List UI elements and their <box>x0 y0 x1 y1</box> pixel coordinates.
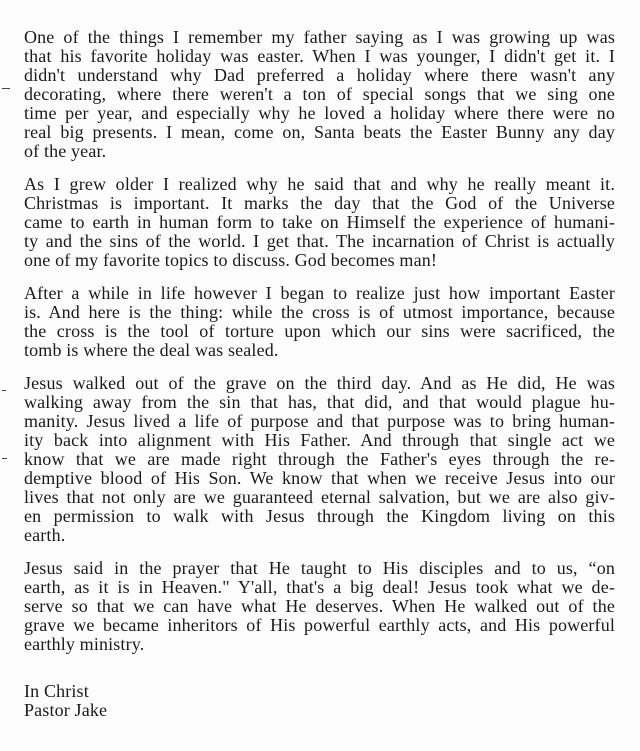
text-line: After a while in life however I began to realize just how important Easter <box>24 283 615 303</box>
text-line: ity back into alignment with His Father. And through that single act we <box>24 430 615 450</box>
text-line: en permission to walk with Jesus through the Kingdom living on this <box>24 506 615 526</box>
text-line: One of the things I remember my father saying as I was growing up was <box>24 27 615 47</box>
signer-name: Pastor Jake <box>24 700 108 720</box>
text-line: demptive blood of His Son. We know that when we receive Jesus into our <box>24 468 615 488</box>
closing: In Christ <box>24 681 89 701</box>
text-line: lives that not only are we guaranteed eternal salvation, but we are also giv- <box>24 487 615 507</box>
text-line: is. And here is the thing: while the cross is of utmost importance, because <box>24 302 615 322</box>
text-line: real big presents. I mean, come on, Santa beats the Easter Bunny any day <box>24 122 615 142</box>
text-line: Jesus said in the prayer that He taught to His disciples and to us, “on <box>24 558 615 578</box>
paragraph <box>24 559 615 654</box>
text-line: Jesus walked out of the grave on the third day. And as He did, He was <box>24 373 615 393</box>
letter-body <box>24 28 615 668</box>
margin-mark <box>2 88 10 89</box>
text-line: Christmas is important. It marks the day that the God of the Universe <box>24 193 615 213</box>
text-line: earthly ministry. <box>24 634 145 654</box>
text-line: that his favorite holiday was easter. When I was younger, I didn't get it. I <box>24 46 615 66</box>
text-line: the cross is the tool of torture upon which our sins were sacrificed, the <box>24 321 615 341</box>
text-line: grave we became inheritors of His powerful earthly acts, and His powerful <box>24 615 615 635</box>
text-line: manity. Jesus lived a life of purpose and that purpose was to bring human- <box>24 411 615 431</box>
text-line: time per year, and especially why he loved a holiday where there were no <box>24 103 615 123</box>
text-line: earth, as it is in Heaven." Y'all, that's a big deal! Jesus took what we de- <box>24 577 615 597</box>
text-line: ty and the sins of the world. I get that. The incarnation of Christ is actually <box>24 231 615 251</box>
text-line: didn't understand why Dad preferred a holiday where there wasn't any <box>24 65 615 85</box>
text-line: came to earth in human form to take on Himself the experience of humani- <box>24 212 615 232</box>
paragraph <box>24 28 615 161</box>
text-line: As I grew older I realized why he said that and why he really meant it. <box>24 174 615 194</box>
paragraph <box>24 175 615 270</box>
text-line: earth. <box>24 525 66 545</box>
text-line: serve so that we can have what He deserves. When He walked out of the <box>24 596 615 616</box>
text-line: tomb is where the deal was sealed. <box>24 340 279 360</box>
text-line: one of my favorite topics to discuss. God becomes man! <box>24 250 438 270</box>
signature-block <box>24 682 107 720</box>
text-line: walking away from the sin that has, that did, and that would plague hu- <box>24 392 615 412</box>
margin-mark <box>2 458 7 459</box>
text-line: know that we are made right through the Father's eyes through the re- <box>24 449 615 469</box>
margin-mark <box>2 390 6 391</box>
text-line: decorating, where there weren't a ton of special songs that we sing one <box>24 84 615 104</box>
paragraph <box>24 284 615 360</box>
paragraph <box>24 374 615 545</box>
text-line: of the year. <box>24 141 107 161</box>
